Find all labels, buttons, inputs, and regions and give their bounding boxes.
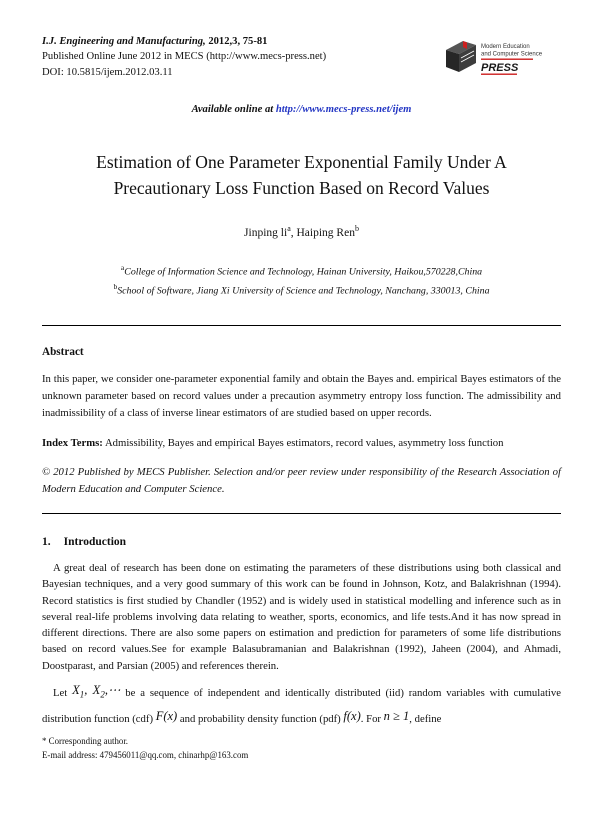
journal-info bbox=[42, 34, 326, 80]
author-1: Jinping li bbox=[244, 226, 288, 239]
introduction-paragraph-2 bbox=[42, 680, 561, 730]
copyright-notice: © 2012 Published by MECS Publisher. Selection and/or peer review under responsibility of the Research Association of Modern Education and Computer Science. bbox=[42, 466, 561, 496]
index-terms-line bbox=[42, 435, 561, 452]
footnote-block bbox=[42, 734, 561, 763]
introduction-paragraph-1: A great deal of research has been done on estimating the parameters of these distributions using both classical and Bayesian techniques, and a very good summary of this work can be found in Johnson, Kotz, and Balakrishnan (1994). Record statistics is first studied by Chandler (1952) and is widely used in statistical modelling and inference such as in several real-life problems involving data relating to weather, sports, economics, and life tests.And it has now spread in different directions. There are also some papers on estimation and prediction for parameters of some life distributions based on record values.See for example Balasubramanian and Balakrishnan (1992), Jaheen (2004), and Ahmadi, Doostparast, and Parsian (2005) and references therein. bbox=[42, 562, 561, 672]
author-2: Haiping Ren bbox=[296, 226, 355, 239]
math-x2-sub: 2 bbox=[100, 689, 105, 700]
math-ellipsis: ,⋯ bbox=[104, 682, 121, 697]
math-sequence bbox=[72, 682, 121, 700]
para2-mid1: be a sequence of independent and identically distributed (iid) random variables with cumulative distribution function (cdf) bbox=[42, 686, 561, 726]
journal-url-link[interactable]: http://www.mecs-press.net/ijem bbox=[275, 104, 412, 116]
corresponding-author-note: * Corresponding author. bbox=[42, 735, 129, 746]
logo-red-bar-bottom bbox=[481, 74, 517, 75]
abstract-body: In this paper, we consider one-parameter exponential family and obtain the Bayes and. empirical Bayes estimators of the unknown parameter based on record values under a precaution asymmetry entropy loss function. The admissibility and inadmissibility of a class of inverse linear estimators of are studied based on upper records. bbox=[42, 372, 561, 419]
author-2-affmark: b bbox=[354, 223, 359, 233]
logo-text-line2: and Computer Science bbox=[481, 51, 543, 58]
section-1-number: 1. bbox=[42, 536, 51, 549]
math-n-condition: n ≥ 1 bbox=[383, 709, 410, 724]
divider-abstract bbox=[42, 513, 561, 514]
section-1-heading bbox=[42, 536, 561, 548]
author-separator: , bbox=[290, 226, 297, 239]
journal-line bbox=[42, 34, 326, 49]
para2-mid3: . For bbox=[360, 713, 384, 726]
paper-title: Estimation of One Parameter Exponential Family Under A Precautionary Loss Function Based on Record Values bbox=[96, 152, 507, 199]
affiliations-block bbox=[42, 262, 561, 298]
page-header bbox=[42, 34, 561, 80]
math-cdf: F(x) bbox=[155, 709, 178, 724]
book-icon bbox=[446, 41, 476, 72]
math-pdf: f(x) bbox=[343, 709, 361, 724]
index-terms-text: Admissibility, Bayes and empirical Bayes estimators, record values, asymmetry loss function bbox=[102, 437, 504, 450]
journal-title: I.J. Engineering and Manufacturing, bbox=[42, 36, 206, 47]
doi-line: DOI: 10.5815/ijem.2012.03.11 bbox=[42, 66, 173, 78]
logo-red-bar-top bbox=[481, 59, 533, 60]
section-1-title: Introduction bbox=[63, 536, 127, 549]
published-line: Published Online June 2012 in MECS (http://www.mecs-press.net) bbox=[42, 51, 327, 63]
math-x1: X bbox=[72, 682, 80, 697]
math-x1-sub: 1 bbox=[79, 689, 85, 700]
email-line: E-mail address: 479456011@qq.com, chinarhp@163.com bbox=[42, 749, 249, 760]
index-terms-label: Index Terms: bbox=[42, 437, 103, 450]
available-online-line bbox=[42, 104, 561, 115]
authors-line bbox=[42, 224, 561, 239]
logo-press-text: PRESS bbox=[481, 62, 519, 74]
logo-text-line1: Modern Education bbox=[481, 44, 530, 50]
mecs-press-logo bbox=[443, 34, 561, 80]
affiliation-b-text: School of Software, Jiang Xi University of Science and Technology, Nanchang, 330013, China bbox=[117, 284, 490, 296]
journal-issue: 2012,3, 75-81 bbox=[205, 36, 268, 47]
author-1-affmark: a bbox=[287, 223, 291, 233]
affiliation-a bbox=[42, 262, 561, 280]
para2-let: Let bbox=[53, 686, 73, 699]
para2-end: , define bbox=[409, 713, 442, 726]
para2-mid2: and probability density function (pdf) bbox=[177, 713, 344, 726]
affiliation-a-mark: a bbox=[120, 263, 125, 273]
abstract-heading: Abstract bbox=[42, 345, 84, 358]
affiliation-a-text: College of Information Science and Technology, Hainan University, Haikou,570228,China bbox=[124, 266, 483, 278]
math-x2: , X bbox=[84, 682, 101, 697]
affiliation-b-mark: b bbox=[113, 281, 118, 291]
affiliation-b bbox=[42, 281, 561, 299]
divider-top bbox=[42, 325, 561, 326]
available-online-prefix: Available online at bbox=[191, 104, 276, 116]
